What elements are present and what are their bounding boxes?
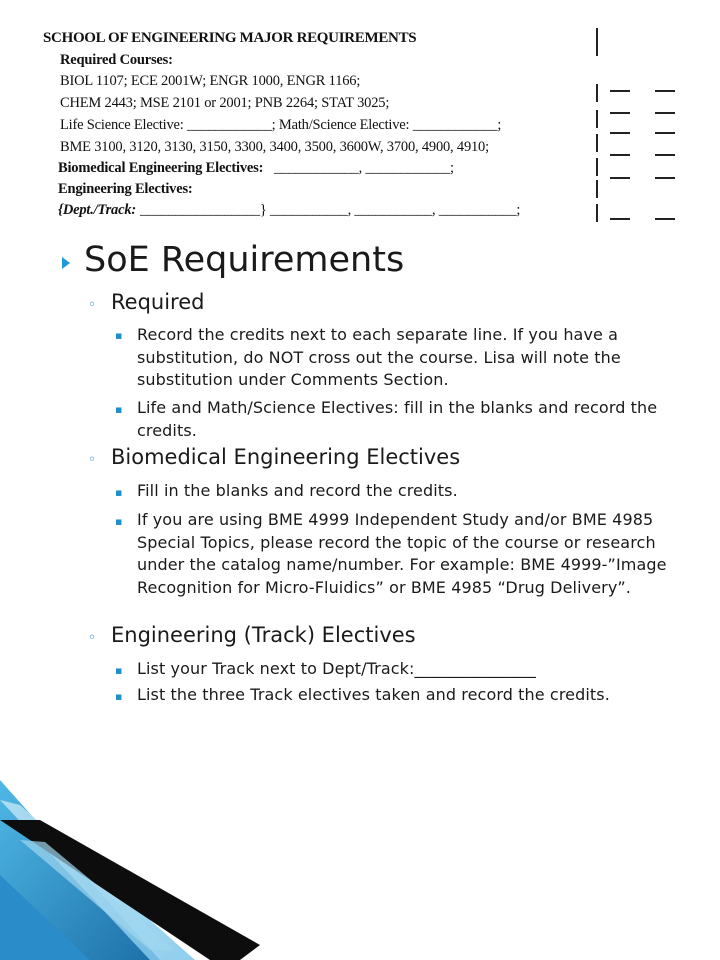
form-divider: [596, 84, 598, 102]
credit-blank: [610, 177, 630, 179]
circle-bullet-icon: ◦: [88, 630, 97, 646]
section-title-bme-electives: Biomedical Engineering Electives: [111, 445, 461, 469]
square-bullet-icon: ▪: [115, 486, 123, 499]
form-divider: [596, 204, 598, 222]
requirements-form-image: [0, 22, 690, 222]
form-divider: [596, 180, 598, 198]
form-dept-track-blanks: _________________} ___________, ___________, ___________;: [140, 202, 521, 218]
section-title-required: Required: [111, 290, 205, 314]
form-dept-track-label: {Dept./Track:: [58, 202, 137, 218]
form-line-2: CHEM 2443; MSE 2101 or 2001; PNB 2264; STAT 3025;: [60, 95, 390, 111]
form-bme-electives-label: Biomedical Engineering Electives:: [58, 160, 264, 176]
bullet-item: List your Track next to Dept/Track:_______________: [137, 659, 536, 678]
credit-blank: [610, 154, 630, 156]
credit-blank: [655, 112, 675, 114]
form-divider: [596, 28, 598, 56]
credit-blank: [655, 154, 675, 156]
form-eng-electives-label: Engineering Electives:: [58, 181, 193, 197]
credit-blank: [655, 218, 675, 220]
form-divider: [596, 158, 598, 176]
heading-arrow-bullet-icon: [62, 257, 70, 269]
form-title: SCHOOL OF ENGINEERING MAJOR REQUIREMENTS: [43, 30, 417, 46]
credit-blank: [610, 90, 630, 92]
circle-bullet-icon: ◦: [88, 297, 97, 313]
circle-bullet-icon: ◦: [88, 452, 97, 468]
square-bullet-icon: ▪: [115, 690, 123, 703]
credit-blank: [655, 132, 675, 134]
form-line-3: Life Science Elective: ____________; Math/Science Elective: ____________;: [60, 117, 502, 133]
form-divider: [596, 134, 598, 152]
credit-blank: [610, 112, 630, 114]
square-bullet-icon: ▪: [115, 664, 123, 677]
form-line-4: BME 3100, 3120, 3130, 3150, 3300, 3400, 3500, 3600W, 3700, 4900, 4910;: [60, 139, 489, 155]
form-divider: [596, 110, 598, 128]
slide-heading: SoE Requirements: [84, 240, 405, 280]
bullet-item: List the three Track electives taken and record the credits.: [137, 685, 610, 704]
bullet-item: Record the credits next to each separate line. If you have a substitution, do NOT cross out the course. Lisa will note the substitution under Comments Section.: [137, 325, 621, 389]
credit-blank: [655, 90, 675, 92]
credit-blank: [655, 177, 675, 179]
bullet-item: If you are using BME 4999 Independent Study and/or BME 4985 Special Topics, please record the topic of the course or research under the catalog name/number. For example: BME 4999-”Image Recognition for Micro-Fluidics” or BME 4985 “Drug Delivery”.: [137, 510, 667, 597]
form-bme-blanks: ____________, ____________;: [274, 160, 454, 176]
form-line-1: BIOL 1107; ECE 2001W; ENGR 1000, ENGR 1166;: [60, 73, 361, 89]
square-bullet-icon: ▪: [115, 515, 123, 528]
bullet-item: Life and Math/Science Electives: fill in the blanks and record the credits.: [137, 398, 658, 440]
credit-blank: [610, 218, 630, 220]
credit-blank: [610, 132, 630, 134]
form-required-courses-label: Required Courses:: [60, 52, 173, 68]
square-bullet-icon: ▪: [115, 329, 123, 342]
section-title-track-electives: Engineering (Track) Electives: [111, 623, 416, 647]
square-bullet-icon: ▪: [115, 403, 123, 416]
decorative-corner-swoosh: [0, 780, 300, 960]
bullet-item: Fill in the blanks and record the credits.: [137, 481, 458, 500]
